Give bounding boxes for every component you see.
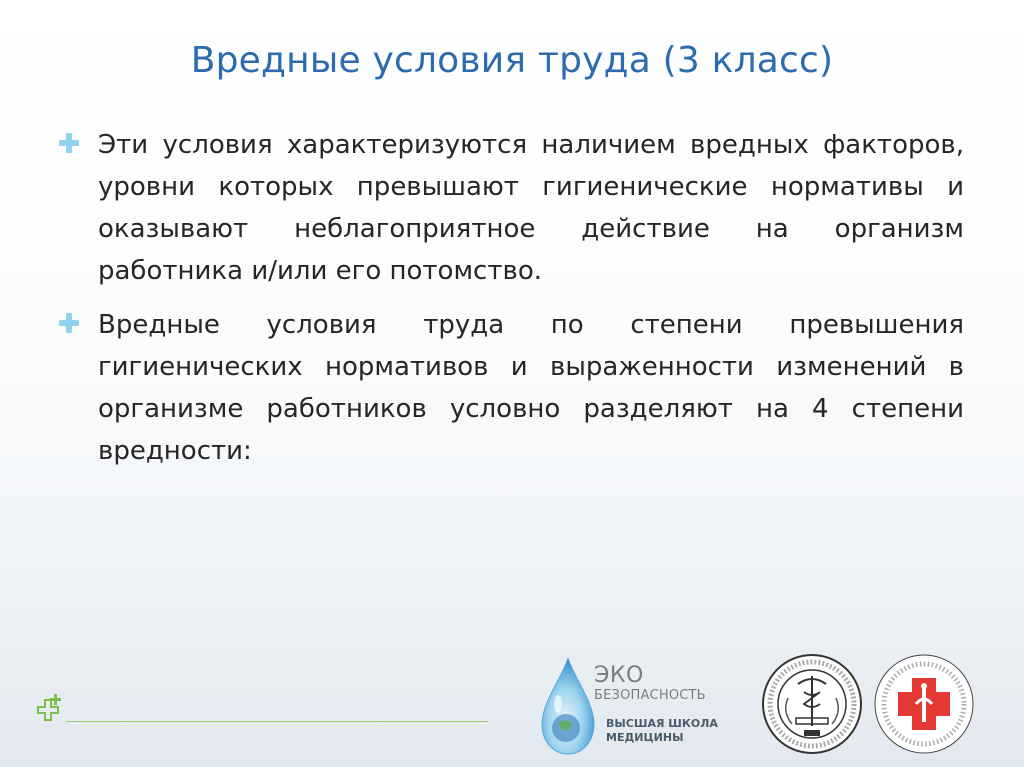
eko-wordmark (594, 664, 706, 704)
bullet-item (58, 124, 964, 292)
eko-school-line2: МЕДИЦИНЫ (606, 731, 684, 744)
plus-icon (58, 312, 80, 334)
water-drop-icon (536, 654, 600, 758)
medical-education-seal-icon (760, 652, 864, 756)
eko-logo (536, 654, 751, 758)
partner-logos (536, 650, 976, 760)
eko-school-line1: ВЫСШАЯ ШКОЛА (606, 717, 718, 730)
eko-school-label (606, 717, 718, 745)
bullet-text: Вредные условия труда по степени превышения гигиенических нормативов и выраженности изменений в организме работников условно разделяют на 4 степени вредности: (98, 310, 964, 466)
footer-divider (66, 721, 488, 722)
bullet-text: Эти условия характеризуются наличием вредных факторов, уровни которых превышают гигиенические нормативы и оказывают неблагоприятное действие на организм работника и/или его потомство. (98, 130, 964, 286)
footer-plus-icon (32, 692, 68, 728)
eko-sub: БЕЗОПАСНОСТЬ (594, 688, 706, 703)
slide-title: Вредные условия труда (3 класс) (190, 40, 834, 81)
eko-word: ЭКО (594, 663, 644, 688)
bullet-item (58, 304, 964, 472)
private-clinics-association-icon (872, 652, 976, 756)
bullet-list (58, 124, 964, 484)
plus-icon (58, 132, 80, 154)
